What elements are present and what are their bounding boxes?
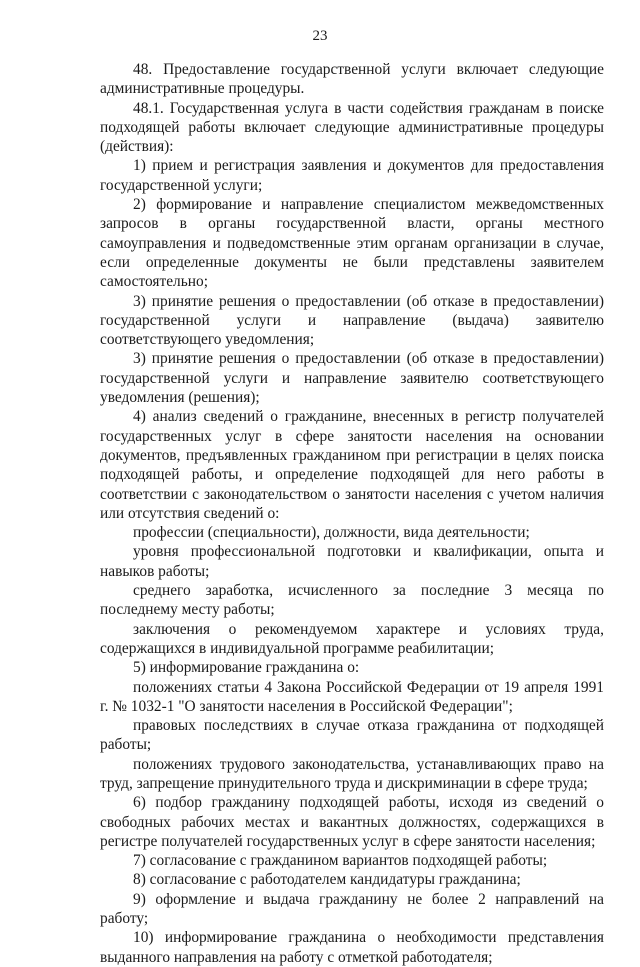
- sub-item-refusal: правовых последствиях в случае отказа гражданина от подходящей работы;: [100, 717, 604, 754]
- page-number: 23: [312, 28, 328, 44]
- list-item-5: 5) информирование гражданина о:: [133, 659, 360, 677]
- list-item-6: 6) подбор гражданину подходящей работы, исходя из сведений о свободных рабочих местах и вакантных должностях, содержащихся в регистре получателей государственных услуг в сфере занятости населения;: [100, 794, 604, 850]
- list-item-7: 7) согласование с гражданином вариантов подходящей работы;: [133, 852, 548, 870]
- sub-item-profession: профессии (специальности), должности, вида деятельности;: [133, 524, 530, 542]
- paragraph-48: 48. Предоставление государственной услуги включает следующие административные процедуры.: [100, 61, 604, 98]
- sub-item-law: положениях статьи 4 Закона Российской Федерации от 19 апреля 1991 г. № 1032-1 "О занятости населения в Российской Федерации";: [100, 678, 604, 715]
- list-item-2: 2) формирование и направление специалистом межведомственных запросов в органы государственной власти, органы местного самоуправления и подведомственные этим органам организации в случае, если определенные документы не были представлены заявителем самостоятельно;: [100, 196, 604, 291]
- list-item-3a: 3) принятие решения о предоставлении (об отказе в предоставлении) государственной услуги и направление (выдача) заявителю соответствующего уведомления;: [100, 292, 604, 349]
- paragraph-48-1: 48.1. Государственная услуга в части содействия гражданам в поиске подходящей работы включает следующие административные процедуры (действия):: [100, 99, 604, 156]
- sub-item-salary: среднего заработка, исчисленного за последние 3 месяца по последнему месту работы;: [100, 582, 604, 619]
- sub-item-rehabilitation: заключения о рекомендуемом характере и условиях труда, содержащихся в индивидуальной программе реабилитации;: [100, 620, 604, 657]
- sub-item-labor-law: положениях трудового законодательства, устанавливающих право на труд, запрещение принудительного труда и дискриминации в сфере труда;: [100, 755, 604, 792]
- list-item-8: 8) согласование с работодателем кандидатуры гражданина;: [133, 871, 521, 889]
- list-item-1: 1) прием и регистрация заявления и документов для предоставления государственной услуги;: [100, 157, 604, 194]
- sub-item-qualification: уровня профессиональной подготовки и квалификации, опыта и навыков работы;: [100, 543, 604, 580]
- list-item-4: 4) анализ сведений о гражданине, внесенных в регистр получателей государственных услуг в сфере занятости населения на основании документов, предъявленных гражданином при регистрации в целях поиска подходящей работы, и определение подходящей для него работы в соответствии с законодательством о занятости населения с учетом наличия или отсутствия сведений о:: [100, 408, 604, 522]
- list-item-9: 9) оформление и выдача гражданину не более 2 направлений на работу;: [100, 890, 604, 928]
- list-item-10: 10) информирование гражданина о необходимости представления выданного направления на работу с отметкой работодателя;: [100, 929, 604, 966]
- list-item-3b: 3) принятие решения о предоставлении (об отказе в предоставлении) государственной услуги и направление заявителю соответствующего уведомления (решения);: [100, 350, 604, 407]
- document-body: [100, 60, 604, 967]
